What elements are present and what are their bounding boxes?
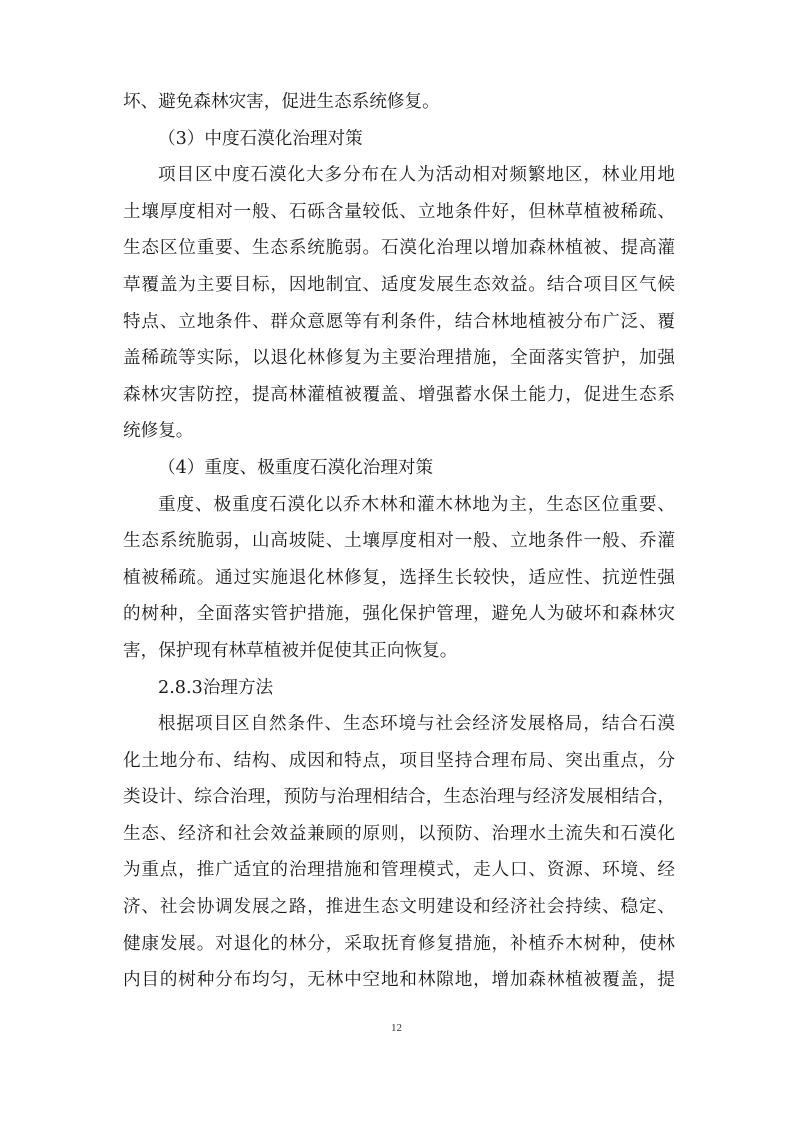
paragraph-line: 盖稀疏等实际，以退化林修复为主要治理措施，全面落实管护，加强 (123, 348, 675, 369)
paragraph-line: 生态区位重要、生态系统脆弱。石漠化治理以增加森林植被、提高灌 (123, 238, 675, 259)
paragraph-line: 的树种，全面落实管护措施，强化保护管理，避免人为破坏和森林灾 (123, 604, 675, 625)
section-heading: 2.8.3治理方法 (158, 677, 274, 698)
paragraph-line: 统修复。 (123, 421, 194, 442)
paragraph-line: 类设计、综合治理，预防与治理相结合，生态治理与经济发展相结合， (123, 787, 675, 808)
paragraph-line: 重度、极重度石漠化以乔木林和灌木林地为主，生态区位重要、 (158, 494, 675, 515)
paragraph-line: 草覆盖为主要目标，因地制宜、适度发展生态效益。结合项目区气候 (123, 274, 675, 295)
paragraph-line: 森林灾害防控，提高林灌植被覆盖、增强蓄水保土能力，促进生态系 (123, 384, 675, 405)
paragraph-line: 化土地分布、结构、成因和特点，项目坚持合理布局、突出重点，分 (123, 750, 675, 771)
paragraph-line: 生态、经济和社会效益兼顾的原则，以预防、治理水土流失和石漠化 (123, 823, 675, 844)
paragraph-line: 济、社会协调发展之路，推进生态文明建设和经济社会持续、稳定、 (123, 897, 675, 918)
page-number: 12 (391, 1022, 402, 1034)
paragraph-line: 为重点，推广适宜的治理措施和管理模式，走人口、资源、环境、经 (123, 860, 675, 881)
section-heading: （3）中度石漠化治理对策 (158, 128, 363, 149)
paragraph-line: 特点、立地条件、群众意愿等有利条件，结合林地植被分布广泛、覆 (123, 311, 675, 332)
paragraph-line: 内目的树种分布均匀，无林中空地和林隙地，增加森林植被覆盖，提 (123, 970, 675, 991)
paragraph-line: 植被稀疏。通过实施退化林修复，选择生长较快，适应性、抗逆性强 (123, 567, 675, 588)
section-heading: （4）重度、极重度石漠化治理对策 (158, 457, 434, 478)
document-body (123, 84, 675, 999)
paragraph-line: 健康发展。对退化的林分，采取抚育修复措施，补植乔木树种，使林 (123, 933, 675, 954)
paragraph-line: 项目区中度石漠化大多分布在人为活动相对频繁地区，林业用地 (158, 165, 675, 186)
paragraph-line: 生态系统脆弱，山高坡陡、土壤厚度相对一般、立地条件一般、乔灌 (123, 531, 675, 552)
paragraph-line: 坏、避免森林灾害，促进生态系统修复。 (123, 92, 440, 112)
paragraph-line: 害，保护现有林草植被并促使其正向恢复。 (123, 640, 458, 661)
paragraph-line: 根据项目区自然条件、生态环境与社会经济发展格局，结合石漠 (158, 714, 675, 735)
paragraph-line: 土壤厚度相对一般、石砾含量较低、立地条件好，但林草植被稀疏、 (123, 201, 675, 222)
